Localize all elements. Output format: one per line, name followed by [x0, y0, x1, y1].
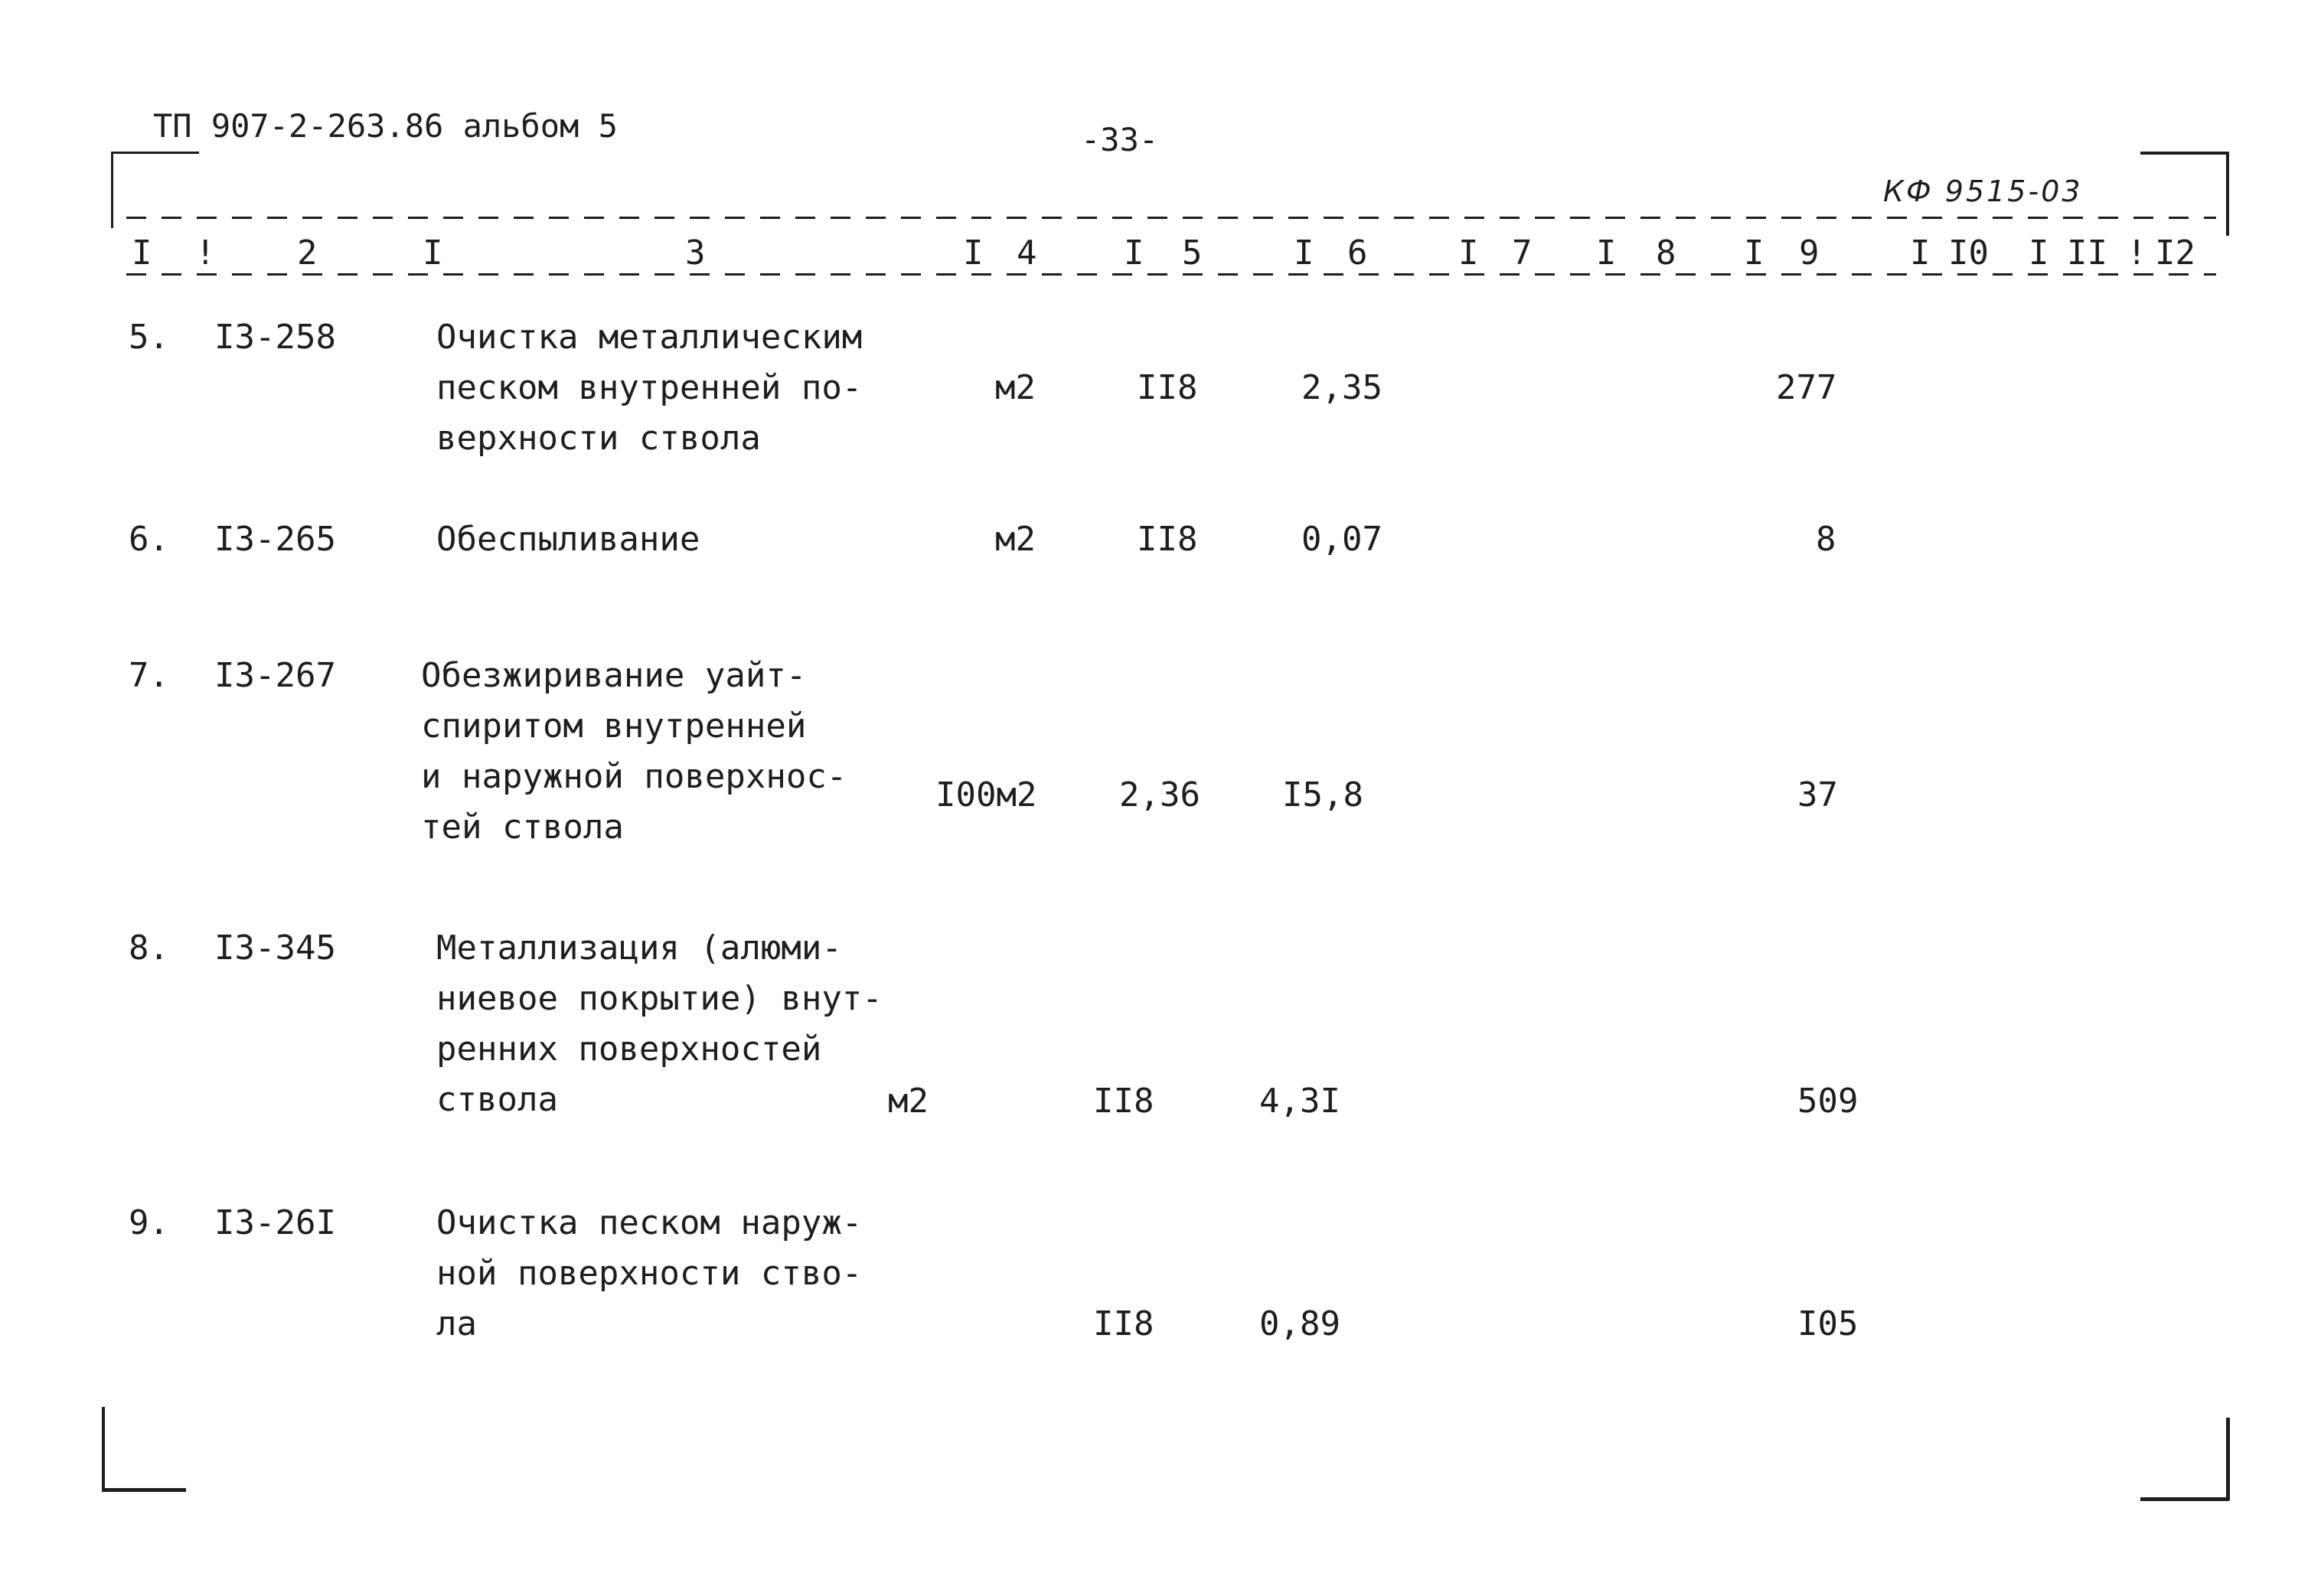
document-code-underline	[115, 152, 199, 154]
frame-top-right-h	[2140, 152, 2229, 155]
row-description: Обеспыливание	[436, 520, 700, 559]
row-total: 509	[1797, 1082, 1859, 1121]
frame-bottom-left-h	[102, 1488, 186, 1492]
column-number-9: 9	[1799, 233, 1820, 273]
column-separator: I	[1124, 233, 1144, 273]
column-number-10: I0	[1948, 233, 1989, 273]
row-code: I3-26I	[214, 1203, 336, 1242]
row-number: 7.	[129, 656, 169, 695]
row-total: 8	[1816, 520, 1836, 559]
column-separator: !	[2127, 233, 2147, 273]
column-number-4: 4	[1017, 233, 1037, 273]
row-unit: I00м2	[935, 775, 1037, 814]
column-separator: I	[1458, 233, 1479, 273]
column-number-12: I2	[2155, 233, 2195, 273]
row-total: 277	[1776, 368, 1837, 407]
row-description: Очистка песком наруж- ной поверхности ство- ла	[436, 1203, 863, 1343]
column-number-2: 2	[297, 233, 318, 273]
row-price: 4,3I	[1259, 1082, 1340, 1121]
row-description: Очистка металлическим песком внутренней по- верхности ствола	[436, 318, 863, 458]
header-dashed-line-bottom	[126, 273, 2216, 276]
document-code: ТП 907-2-263.86 альбом 5	[153, 107, 618, 145]
column-separator: I	[963, 233, 984, 273]
row-unit: м2	[995, 520, 1036, 559]
row-price: 0,89	[1259, 1304, 1340, 1343]
row-price: 0,07	[1301, 520, 1382, 559]
column-number-7: 7	[1512, 233, 1533, 273]
row-quantity: II8	[1093, 1304, 1154, 1343]
row-code: I3-267	[214, 656, 336, 695]
column-number-8: 8	[1656, 233, 1676, 273]
row-total: 37	[1797, 775, 1838, 814]
row-price: I5,8	[1282, 775, 1363, 814]
column-number-11: II	[2067, 233, 2107, 273]
header-dashed-line-top	[126, 217, 2216, 219]
row-code: I3-345	[214, 929, 336, 968]
row-total: I05	[1797, 1304, 1859, 1343]
row-price: 2,35	[1301, 368, 1382, 407]
row-number: 5.	[129, 318, 169, 357]
column-separator: I	[2029, 233, 2049, 273]
row-code: I3-265	[214, 520, 336, 559]
column-separator: I	[1910, 233, 1931, 273]
row-number: 9.	[129, 1203, 169, 1242]
column-separator: I	[1596, 233, 1617, 273]
frame-top-right-v	[2226, 152, 2229, 236]
row-quantity: II8	[1093, 1082, 1154, 1121]
column-number-5: 5	[1182, 233, 1203, 273]
row-quantity: II8	[1137, 520, 1198, 559]
frame-top-left-v	[111, 152, 113, 228]
frame-bottom-right-v	[2226, 1418, 2230, 1500]
row-description: Обезжиривание уайт- спиритом внутренней и наружной поверхнос- тей ствола	[421, 656, 847, 847]
row-unit: м2	[888, 1082, 929, 1121]
column-separator: I	[1294, 233, 1314, 273]
stamp-code: КФ 9515-03	[1883, 175, 2083, 208]
column-number-6: 6	[1347, 233, 1368, 273]
row-code: I3-258	[214, 318, 336, 357]
row-quantity: II8	[1137, 368, 1198, 407]
frame-bottom-left-v	[102, 1407, 105, 1491]
row-quantity: 2,36	[1119, 775, 1200, 814]
column-separator: !	[195, 233, 216, 273]
row-number: 8.	[129, 929, 169, 968]
column-separator: I	[423, 233, 443, 273]
column-number-3: 3	[685, 233, 706, 273]
column-separator: I	[1744, 233, 1764, 273]
column-number-1: I	[132, 233, 152, 273]
frame-bottom-right-h	[2140, 1497, 2229, 1501]
row-number: 6.	[129, 520, 169, 559]
row-description: Металлизация (алюми- ниевое покрытие) внут- ренних поверхностей ствола	[436, 929, 883, 1119]
row-unit: м2	[995, 368, 1036, 407]
page-number: -33-	[1081, 121, 1159, 158]
